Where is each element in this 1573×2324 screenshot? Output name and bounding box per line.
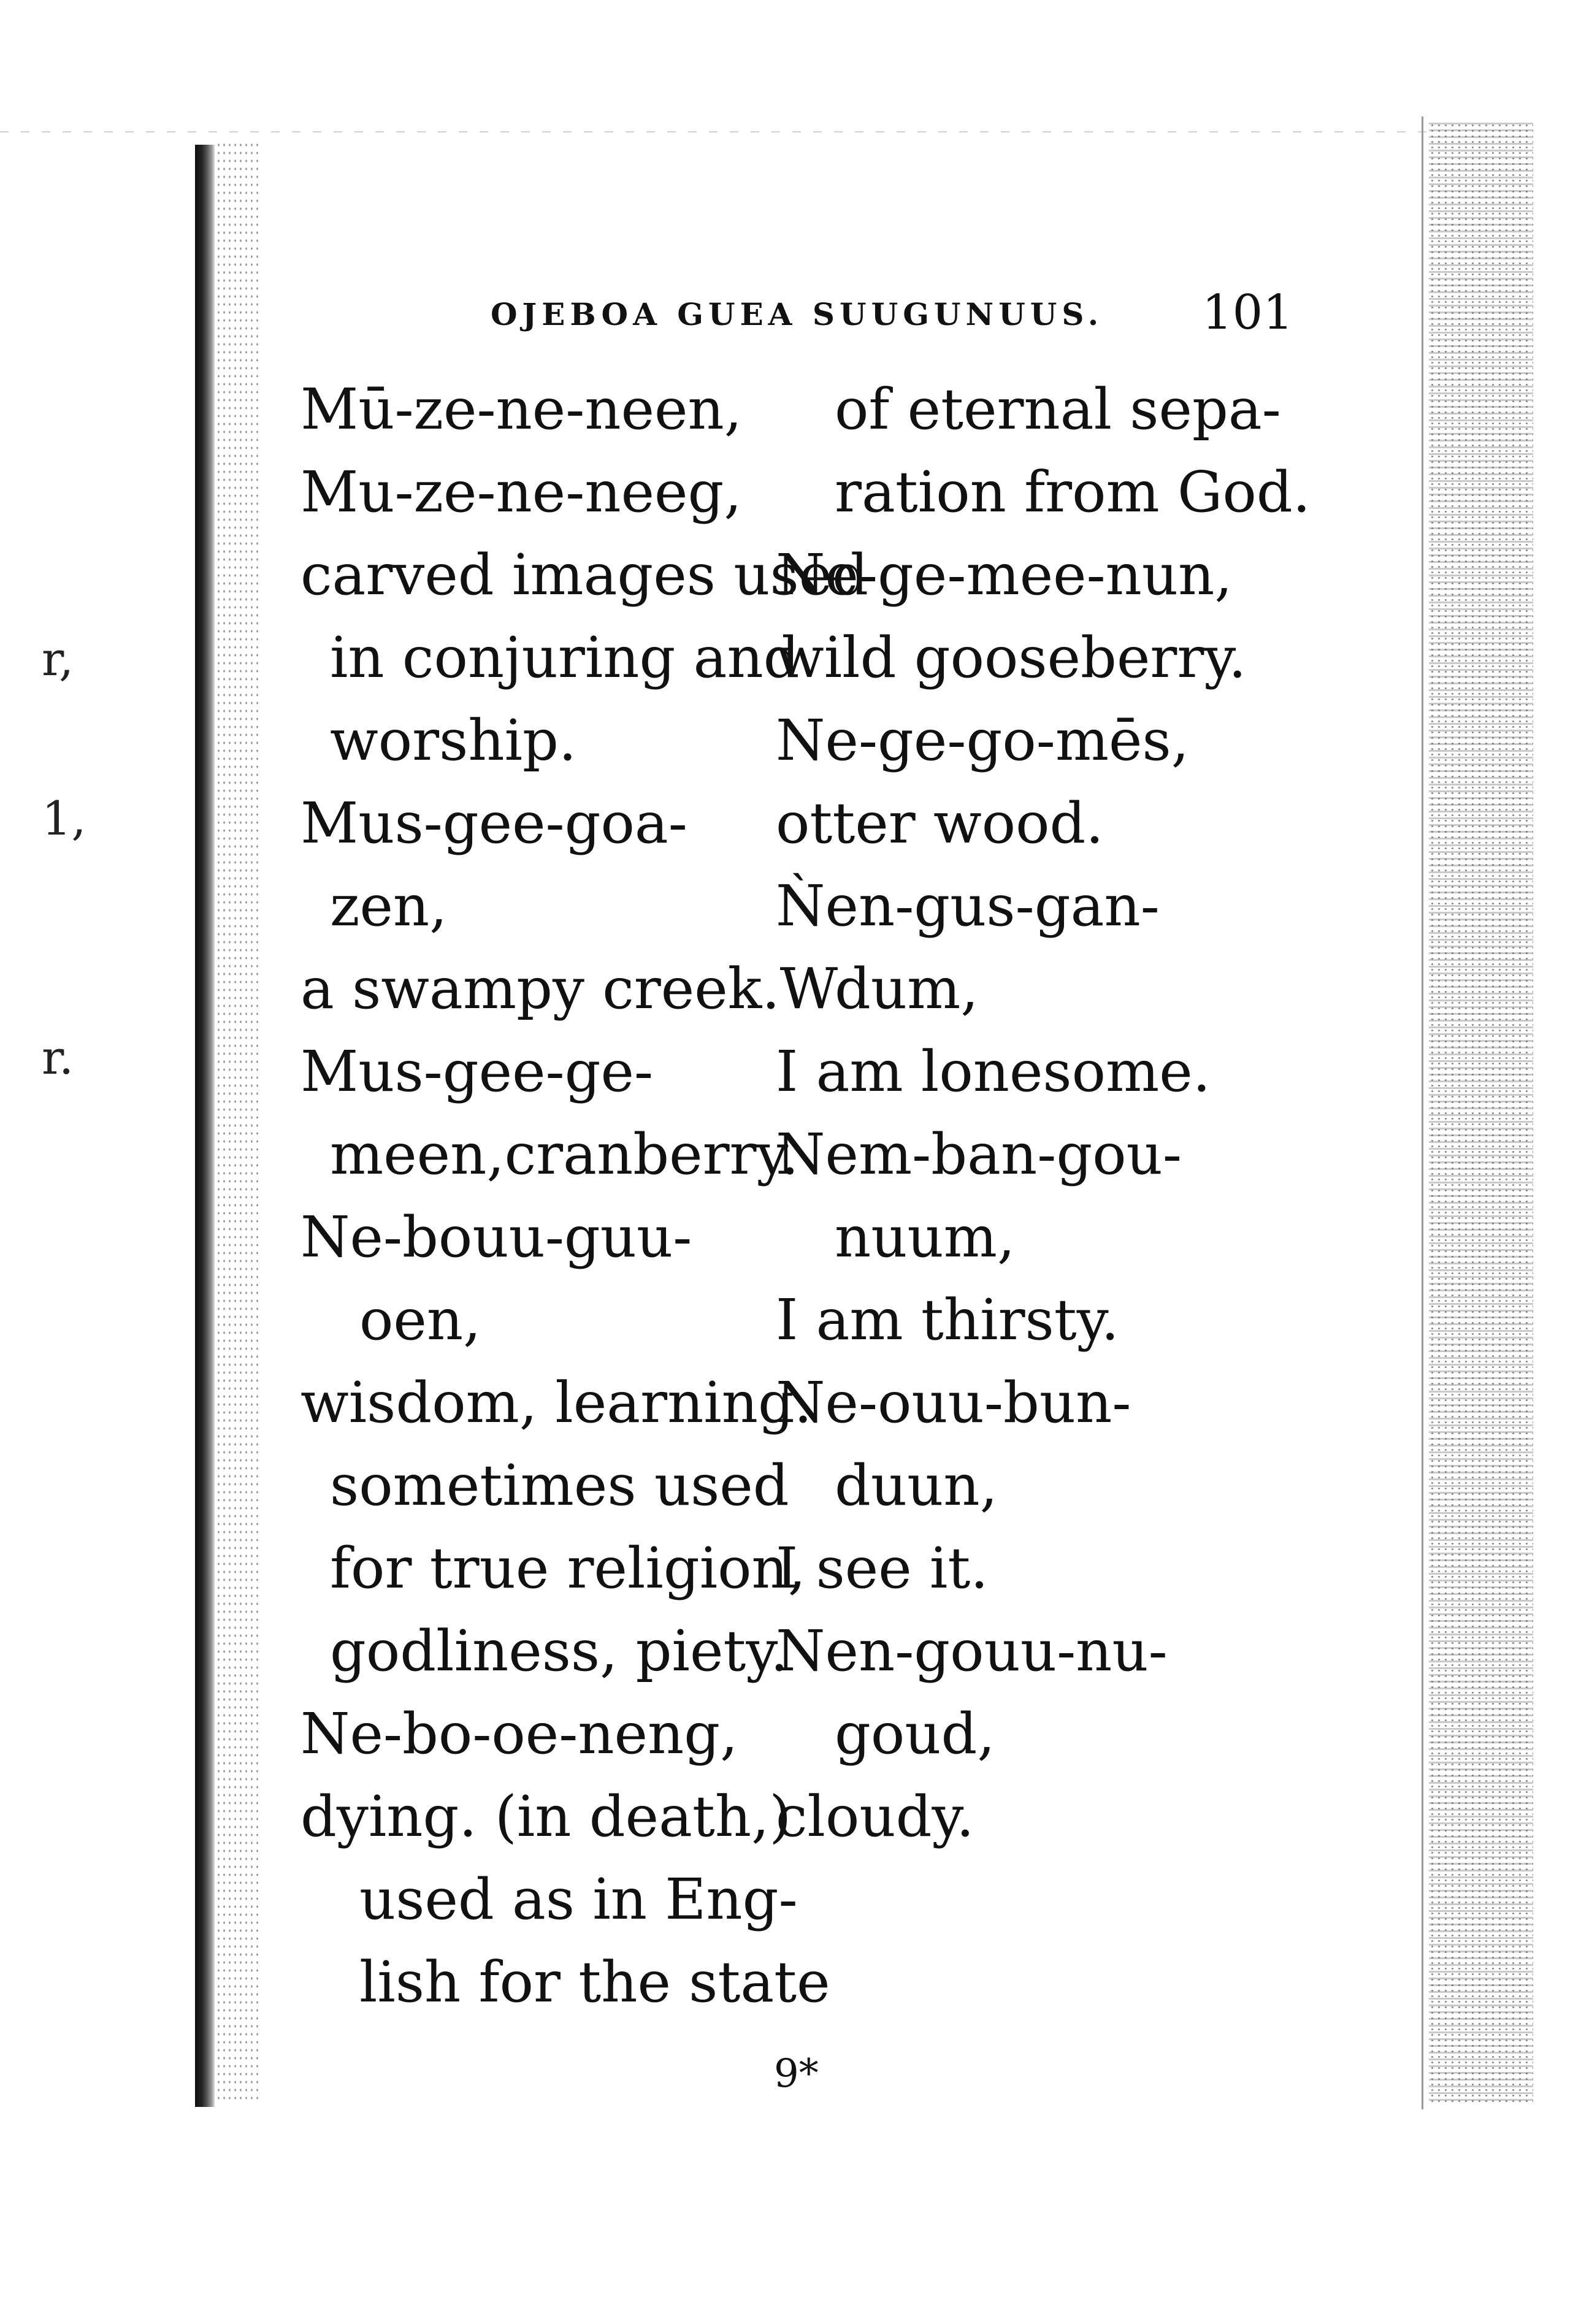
binding-gutter: [195, 145, 215, 2107]
dictionary-line: wisdom, learning.: [300, 1370, 813, 1435]
page-header: [491, 285, 1293, 346]
dictionary-line: worship.: [330, 708, 577, 773]
dictionary-line: godliness, piety.: [330, 1618, 789, 1684]
dictionary-line: carved images used: [300, 542, 869, 608]
dictionary-line: duun,: [835, 1453, 998, 1518]
dictionary-line: of eternal sepa-: [835, 377, 1281, 442]
right-column: [776, 368, 1311, 1858]
margin-fragment: r.: [42, 1030, 74, 1085]
dictionary-line: Nem-ban-gou-: [776, 1122, 1182, 1187]
dictionary-line: I see it.: [776, 1535, 989, 1601]
bleed-through-texture: [1429, 123, 1533, 2103]
dictionary-line: Mu-ze-ne-neeg,: [300, 459, 742, 525]
dictionary-line: I am thirsty.: [776, 1287, 1119, 1353]
dictionary-line: Ne-bouu-guu-: [300, 1204, 692, 1270]
running-head: OJEBOA GUEA SUUGUNUUS.: [491, 296, 1104, 332]
gutter-texture: [216, 141, 259, 2103]
dictionary-line: Mus-gee-goa-: [300, 790, 687, 856]
dictionary-line: Nen-gouu-nu-: [776, 1618, 1168, 1684]
right-page-edge: [1422, 117, 1423, 2109]
page-number: 101: [1202, 285, 1293, 340]
margin-fragment: r,: [42, 632, 74, 686]
top-rule: [0, 131, 1429, 132]
dictionary-line: a swampy creek.W: [300, 956, 838, 1022]
dictionary-line: Ǹen-gus-gan-: [776, 873, 1160, 939]
dictionary-line: dum,: [835, 956, 979, 1022]
dictionary-line: Mus-gee-ge-: [300, 1039, 654, 1104]
margin-fragment: 1,: [42, 791, 86, 846]
dictionary-line: for true religion,: [330, 1535, 806, 1601]
dictionary-line: Ne-ge-go-mēs,: [776, 708, 1189, 773]
dictionary-line: zen,: [330, 873, 448, 939]
dictionary-line: Ne-ouu-bun-: [776, 1370, 1131, 1435]
dictionary-line: cloudy.: [776, 1784, 974, 1849]
dictionary-line: in conjuring and: [330, 625, 800, 690]
dictionary-line: Mū-ze-ne-neen,: [300, 377, 742, 442]
dictionary-line: I am lonesome.: [776, 1039, 1211, 1104]
dictionary-line: goud,: [835, 1701, 995, 1767]
dictionary-line: oen,: [359, 1287, 481, 1353]
dictionary-line: used as in Eng-: [359, 1867, 798, 1932]
dictionary-line: wild gooseberry.: [776, 625, 1247, 690]
dictionary-line: meen,cranberry.: [330, 1122, 799, 1187]
signature-mark: 9*: [774, 2051, 819, 2097]
dictionary-line: otter wood.: [776, 790, 1104, 856]
dictionary-line: nuum,: [835, 1204, 1016, 1270]
dictionary-line: ration from God.: [835, 459, 1311, 525]
dictionary-line: lish for the state: [359, 1949, 830, 2015]
dictionary-line: Ne-ge-mee-nun,: [776, 542, 1233, 608]
dictionary-line: sometimes used: [330, 1453, 789, 1518]
dictionary-line: dying. (in death,): [300, 1784, 792, 1849]
dictionary-line: Ne-bo-oe-neng,: [300, 1701, 738, 1767]
